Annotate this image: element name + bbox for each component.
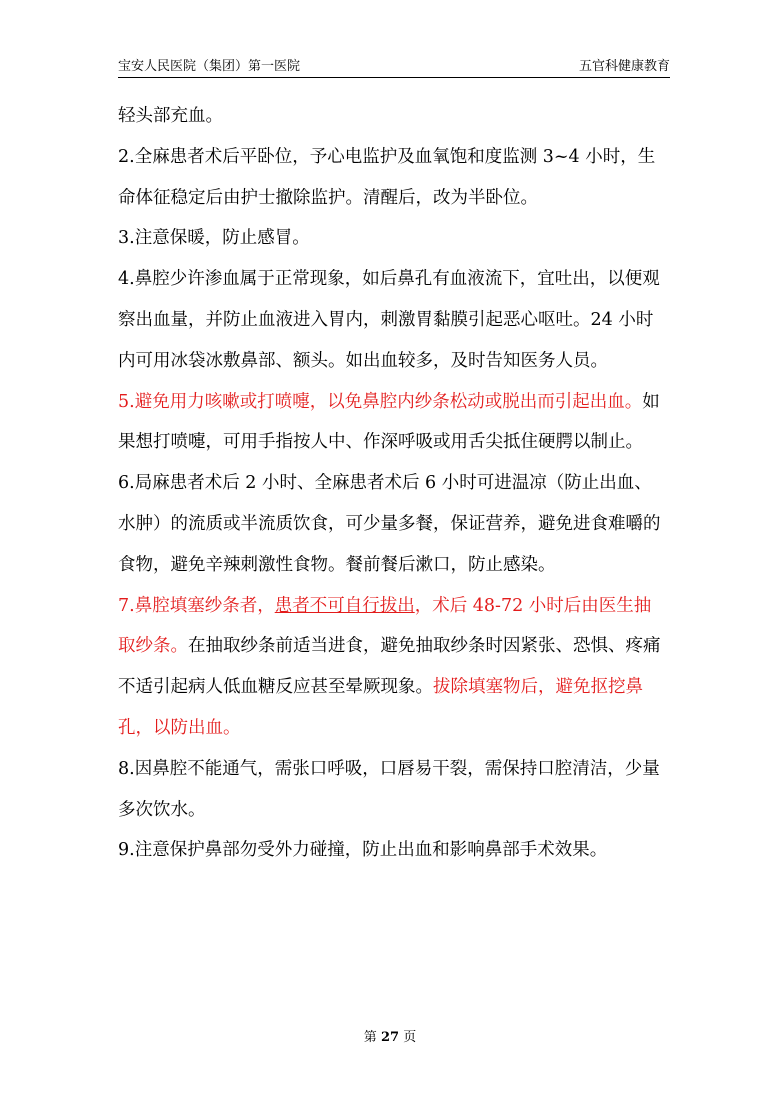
- paragraph-9-text: 9.注意保护鼻部勿受外力碰撞，防止出血和影响鼻部手术效果。: [118, 840, 608, 861]
- paragraph-item-7: [118, 586, 666, 749]
- paragraph-2-text: 2.全麻患者术后平卧位，予心电监护及血氧饱和度监测 3~4 小时，生命体征稳定后由护士撤除监护。清醒后，改为半卧位。: [118, 146, 656, 208]
- paragraph-item-9: [118, 830, 666, 871]
- paragraph-5-text: 如果想打喷嚏，可用手指按人中、作深呼吸或用舌尖抵住硬腭以制止。: [118, 391, 660, 453]
- paragraph-4-text: 4.鼻腔少许渗血属于正常现象，如后鼻孔有血液流下，宜吐出，以便观察出血量，并防止血液进入胃内，刺激胃黏膜引起恶心呕吐。24 小时内可用冰袋冰敷鼻部、额头。如出血较多，及时告知医务人员。: [118, 269, 660, 371]
- paragraph-7-underlined-warning: 患者不可自行拔出: [274, 595, 415, 616]
- paragraph-7-emphasis-b: ，术后 48-72 小时后由医生抽取纱条。: [118, 595, 652, 657]
- header-section-title: 五官科健康教育: [578, 59, 670, 74]
- page-number: 27: [380, 1030, 400, 1045]
- paragraph-item-3: [118, 218, 666, 259]
- paragraph-7-emphasis-c: 拔除填塞物后，避免抠挖鼻孔，以防出血。: [118, 677, 643, 738]
- paragraph-5-emphasis: 5.避免用力咳嗽或打喷嚏，以免鼻腔内纱条松动或脱出而引起出血。: [118, 391, 643, 412]
- page-number-suffix: 页: [403, 1030, 417, 1045]
- paragraph-6-text: 6.局麻患者术后 2 小时、全麻患者术后 6 小时可进温凉（防止出血、水肿）的流质或半流质饮食，可少量多餐，保证营养，避免进食难嚼的食物，避免辛辣刺激性食物。餐前餐后漱口，防止感染。: [118, 473, 661, 575]
- page-number-prefix: 第: [363, 1030, 377, 1045]
- paragraph-item-4: [118, 259, 666, 381]
- paragraph-7-emphasis-a: 7.鼻腔填塞纱条者，: [118, 595, 275, 616]
- paragraph-item-8: [118, 749, 666, 831]
- paragraph-8-text: 8.因鼻腔不能通气，需张口呼吸，口唇易干裂，需保持口腔清洁，少量多次饮水。: [118, 758, 660, 820]
- paragraph-3-text: 3.注意保暖，防止感冒。: [118, 228, 310, 249]
- document-body: [118, 96, 666, 871]
- paragraph-item-5: [118, 382, 666, 464]
- page-footer: [0, 1026, 780, 1045]
- paragraph-7-text: 在抽取纱条前适当进食，避免抽取纱条时因紧张、恐惧、疼痛不适引起病人低血糖反应甚至晕厥现象。: [118, 636, 661, 698]
- page-header: [118, 52, 670, 78]
- header-hospital-name: 宝安人民医院（集团）第一医院: [118, 59, 301, 74]
- paragraph-item-6: [118, 463, 666, 585]
- paragraph-item-2: [118, 137, 666, 219]
- paragraph-continuation: [118, 96, 666, 137]
- paragraph-1-text: 轻头部充血。: [118, 106, 223, 126]
